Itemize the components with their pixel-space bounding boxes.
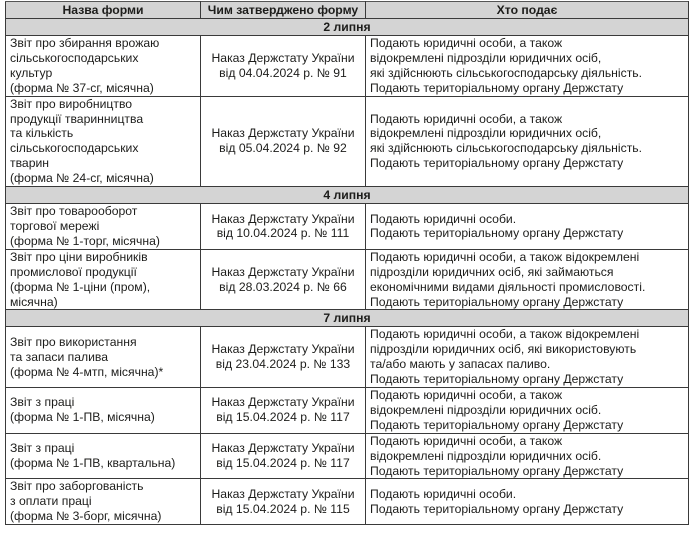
header-who-submits: Хто подає [366, 2, 689, 19]
reports-schedule-table [5, 1, 689, 525]
form-name-cell: Звіт з праці (форма № 1-ПВ, місячна) [6, 388, 201, 434]
approved-by-cell: Наказ Держстату України від 15.04.2024 р. № 117 [201, 388, 366, 434]
who-submits-cell: Подають юридичні особи, а також відокремлені підрозділи юридичних осіб. Подають територіальному органу Держстату [366, 388, 689, 434]
section-row [6, 187, 689, 204]
table-header [6, 2, 689, 19]
who-submits-cell: Подають юридичні особи, а також відокремлені підрозділи юридичних осіб. Подають територіальному органу Держстату [366, 433, 689, 479]
approved-by-cell: Наказ Держстату України від 15.04.2024 р. № 115 [201, 479, 366, 525]
who-submits-cell: Подають юридичні особи, а також відокремлені підрозділи юридичних осіб, які займаються економічними видами діяльності промисловості. Подають територіальному органу Держстату [366, 249, 689, 310]
table-row [6, 327, 689, 388]
form-name-cell: Звіт про товарооборот торгової мережі (форма № 1-торг, місячна) [6, 204, 201, 250]
section-row [6, 310, 689, 327]
header-row [6, 2, 689, 19]
approved-by-cell: Наказ Держстату України від 10.04.2024 р. № 111 [201, 204, 366, 250]
who-submits-cell: Подають юридичні особи, а також відокремлені підрозділи юридичних осіб, які використовують та/або мають у запасах паливо. Подають територіальному органу Держстату [366, 327, 689, 388]
form-name-cell: Звіт з праці (форма № 1-ПВ, квартальна) [6, 433, 201, 479]
table-row [6, 479, 689, 525]
form-name-cell: Звіт про виробництво продукції тваринництва та кількість сільськогосподарських тварин (форма № 24-сг, місячна) [6, 96, 201, 186]
section-date: 7 липня [6, 310, 689, 327]
section-date: 2 липня [6, 19, 689, 36]
table-row [6, 433, 689, 479]
form-name-cell: Звіт про використання та запаси палива (форма № 4-мтп, місячна)* [6, 327, 201, 388]
form-name-cell: Звіт про заборгованість з оплати праці (форма № 3-борг, місячна) [6, 479, 201, 525]
who-submits-cell: Подають юридичні особи. Подають територіальному органу Держстату [366, 479, 689, 525]
section-date: 4 липня [6, 187, 689, 204]
approved-by-cell: Наказ Держстату України від 28.03.2024 р. № 66 [201, 249, 366, 310]
table-row [6, 36, 689, 97]
who-submits-cell: Подають юридичні особи, а також відокремлені підрозділи юридичних осіб, які здійснюють сільськогосподарську діяльність. Подають територіальному органу Держстату [366, 36, 689, 97]
table-row [6, 388, 689, 434]
table-body [6, 19, 689, 525]
header-form-name: Назва форми [6, 2, 201, 19]
table-row [6, 204, 689, 250]
form-name-cell: Звіт про ціни виробників промислової продукції (форма № 1-ціни (пром), місячна) [6, 249, 201, 310]
form-name-cell: Звіт про збирання врожаю сільськогосподарських культур (форма № 37-сг, місячна) [6, 36, 201, 97]
section-row [6, 19, 689, 36]
approved-by-cell: Наказ Держстату України від 15.04.2024 р. № 117 [201, 433, 366, 479]
approved-by-cell: Наказ Держстату України від 04.04.2024 р. № 91 [201, 36, 366, 97]
table-row [6, 249, 689, 310]
who-submits-cell: Подають юридичні особи, а також відокремлені підрозділи юридичних осіб, які здійснюють сільськогосподарську діяльність. Подають територіальному органу Держстату [366, 96, 689, 186]
who-submits-cell: Подають юридичні особи. Подають територіальному органу Держстату [366, 204, 689, 250]
header-approved-by: Чим затверджено форму [201, 2, 366, 19]
approved-by-cell: Наказ Держстату України від 23.04.2024 р. № 133 [201, 327, 366, 388]
approved-by-cell: Наказ Держстату України від 05.04.2024 р. № 92 [201, 96, 366, 186]
table-row [6, 96, 689, 186]
